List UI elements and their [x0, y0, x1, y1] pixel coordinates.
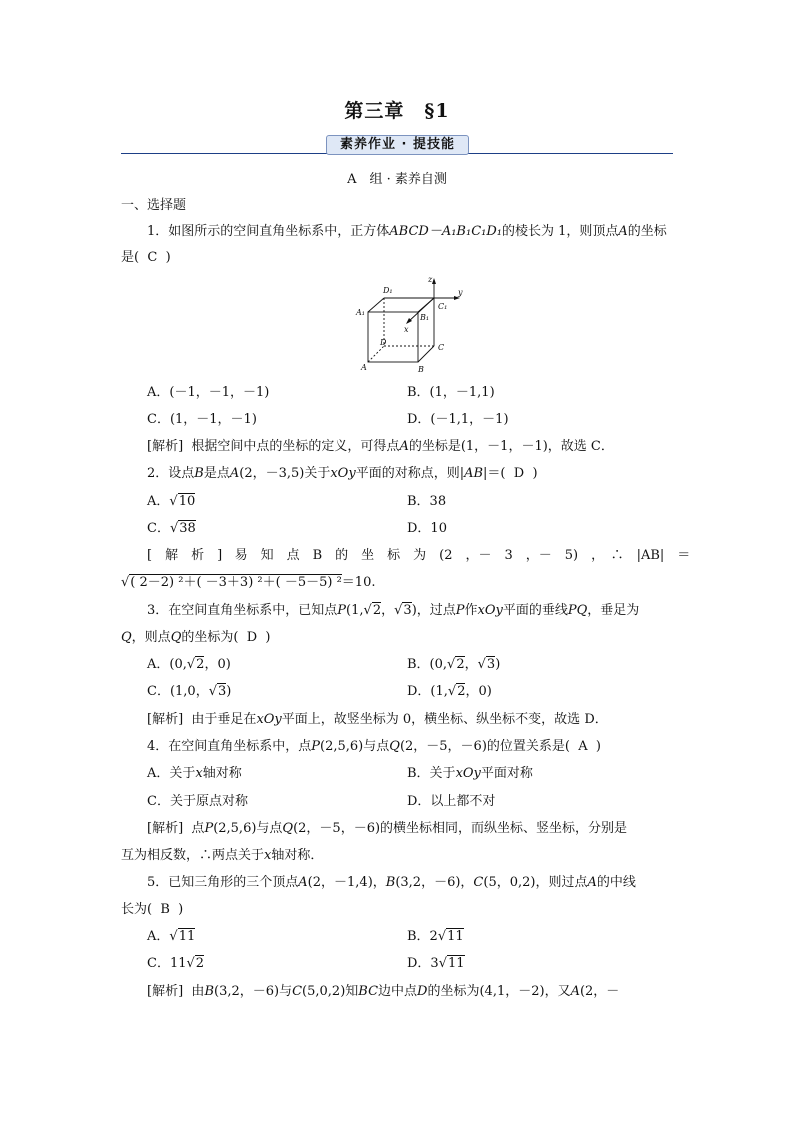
group-title: A 组 · 素养自测 — [347, 172, 447, 187]
q3-point-q2: Q — [170, 630, 182, 645]
q2-point-b: B — [194, 466, 204, 481]
label-b1: B₁ — [420, 313, 430, 322]
sqrt-icon: √ — [394, 603, 403, 618]
q2-option-c-radicand: 38 — [179, 521, 196, 536]
q3-option-b-pre: B．(0, — [407, 657, 448, 672]
banner-label: 素养作业 · 提技能 — [326, 135, 469, 155]
q4-analysis-p: P — [204, 821, 214, 836]
q3-option-d-rad: 2 — [457, 684, 466, 699]
q3-analysis-tag: [解析] — [147, 712, 184, 727]
q4-analysis-b: (2,5,6)与点 — [213, 821, 283, 836]
q5-point-a: A — [298, 875, 308, 890]
q5-analysis-point-b: B — [204, 984, 214, 999]
q5-text-e: 的中线 — [596, 875, 636, 890]
q5-analysis-a: 由 — [191, 984, 205, 999]
q5-paren-close: ) — [178, 902, 184, 917]
q5-text-a: 5．已知三角形的三个顶点 — [147, 875, 299, 890]
q5-stem-line2 — [121, 902, 183, 918]
q3-option-a — [147, 657, 231, 673]
q5-option-d-rad: 11 — [448, 956, 465, 971]
q4-option-b-pre: B．关于 — [407, 766, 456, 781]
q4-option-a-axis: x — [195, 766, 203, 781]
q1-text3: 的坐标 — [627, 224, 667, 239]
q2-option-a — [147, 494, 195, 510]
q2-option-a-radicand: 10 — [178, 494, 196, 509]
sqrt-icon: √ — [169, 521, 179, 536]
q5-point-b: B — [385, 875, 396, 890]
q3-plane: xOy — [477, 603, 503, 618]
q4-paren-close: ) — [595, 739, 601, 754]
label-z: z — [428, 275, 433, 284]
q5-option-c-rad: 2 — [195, 956, 205, 971]
q1-option-a: A．(－1，－1，－1) — [147, 385, 270, 400]
q2-option-d: D．10 — [407, 521, 447, 536]
q5-analysis-f: 的坐标为(4,1，－2)，又 — [427, 984, 571, 999]
q5-option-a-pre: A． — [147, 929, 170, 944]
q2-analysis-text: 易 知 点 B 的 坐 标 为 (2 ，－ 3 ，－ 5) ， ∴ |AB| ＝ — [234, 548, 691, 563]
q3-segment: PQ — [567, 603, 588, 618]
sqrt-icon: √ — [438, 956, 447, 971]
q3-point-p2: P — [455, 603, 465, 618]
q3-option-c-pre: C．(1,0， — [147, 684, 209, 699]
z-arrow-icon — [432, 278, 436, 284]
q2-text-c: 是点 — [203, 466, 230, 481]
q4-option-b — [407, 766, 533, 782]
q5-option-a — [147, 929, 195, 945]
q5-option-b-pre: B．2 — [407, 929, 438, 944]
q3-comma: ， — [381, 603, 395, 618]
q2-segment: AB — [464, 466, 484, 481]
q2-analysis-line2 — [121, 575, 375, 591]
q5-analysis-point-a: A — [570, 984, 580, 999]
q5-text-line2: 长为( — [121, 902, 153, 917]
q4-analysis-line2 — [121, 848, 323, 864]
q1-option-b: B．(1，－1,1) — [407, 385, 495, 400]
sqrt-icon: √ — [186, 657, 196, 672]
q5-analysis-segment: BC — [358, 984, 379, 999]
q3-analysis-b: 平面上，故竖坐标为 0，横坐标、纵坐标不变，故选 D． — [281, 712, 608, 727]
q4-option-a-pre: A．关于 — [147, 766, 196, 781]
q3-text-line2b: 的坐标为( — [181, 630, 239, 645]
q3-option-b-mid: ， — [464, 657, 478, 672]
q4-option-a — [147, 766, 242, 782]
q4-option-a-post: 轴对称 — [202, 766, 242, 781]
q4-analysis-line2b: 轴对称． — [271, 848, 324, 863]
q3-answer: D — [246, 630, 258, 645]
q3-option-c — [147, 684, 231, 700]
q3-analysis-a: 由于垂足在 — [191, 712, 257, 727]
label-y: y — [458, 288, 463, 297]
q2-analysis-tag: [ 解 析 ] — [147, 548, 223, 563]
sqrt-icon: √ — [169, 929, 178, 944]
q5-analysis-g: (2，－ — [579, 984, 620, 999]
q2-paren-close: ) — [532, 466, 538, 481]
q1-option-d: D．(－1,1，－1) — [407, 412, 509, 427]
q1-analysis-point: A — [399, 439, 409, 454]
q1-point: A — [618, 224, 628, 239]
q2-option-c-label: C． — [147, 521, 170, 536]
q4-text-c: (2，－5，－6)的位置关系是( — [399, 739, 570, 754]
sqrt-icon: √ — [186, 956, 195, 971]
q1-paren-close: ) — [165, 250, 171, 265]
q3-text-f: 平面的垂线 — [502, 603, 568, 618]
q5-option-a-rad: 11 — [178, 929, 196, 944]
q3-option-d — [407, 684, 492, 700]
q2-option-c — [147, 521, 196, 537]
q4-option-b-plane: xOy — [455, 766, 481, 781]
q4-point-q: Q — [389, 739, 400, 754]
q2-analysis-result: ＝10. — [341, 575, 376, 590]
q3-point-p: P — [337, 603, 347, 618]
q2-text-a: 2．设点 — [147, 466, 195, 481]
q3-text-b: (1, — [346, 603, 364, 618]
q1-analysis-text2: 的坐标是(1，－1，－1)，故选 C． — [408, 439, 614, 454]
q1-stem-line1 — [147, 224, 667, 240]
cube-edge-a1d1 — [368, 298, 384, 312]
q2-text-e: (2，－3,5)关于 — [239, 466, 331, 481]
q3-stem-line2 — [121, 630, 270, 646]
q2-answer: D — [513, 466, 525, 481]
q5-analysis-d: (5,0,2)知 — [302, 984, 359, 999]
sqrt-icon: √ — [447, 657, 456, 672]
q5-option-b-rad: 11 — [447, 929, 464, 944]
q3-point-q: Q — [121, 630, 132, 645]
q2-analysis-line1 — [147, 548, 690, 564]
q5-analysis-tag: [解析] — [147, 984, 184, 999]
sqrt-icon: √ — [437, 929, 447, 944]
q5-analysis-c: (3,2，－6)与 — [214, 984, 293, 999]
q4-analysis-line1 — [147, 821, 627, 837]
cube-edge-bc — [418, 346, 434, 362]
q5-option-d — [407, 956, 465, 972]
q3-text-d: )，过点 — [411, 603, 456, 618]
sqrt-icon: √ — [169, 494, 178, 509]
q4-analysis-q: Q — [282, 821, 294, 836]
page-title: 第三章 §1 — [344, 100, 450, 122]
q5-analysis — [147, 984, 619, 1000]
q2-option-a-label: A． — [147, 494, 170, 509]
q3-option-b-rad1: 2 — [456, 657, 465, 672]
q3-text-e: 作 — [464, 603, 478, 618]
q5-analysis-point-d: D — [417, 984, 428, 999]
q4-stem — [147, 739, 601, 755]
q4-point-p: P — [311, 739, 321, 754]
label-d1: D₁ — [383, 286, 393, 295]
q2-stem — [147, 466, 538, 482]
sqrt-icon: √ — [363, 603, 372, 618]
label-c: C — [438, 343, 445, 352]
section-banner — [121, 134, 673, 158]
q4-analysis-axis: x — [264, 848, 272, 863]
q3-option-c-rad: 3 — [218, 684, 227, 699]
q2-analysis-radicand: ( 2－2) ²＋( －3＋3) ²＋( －5－5) ² — [130, 575, 342, 590]
section-title: 一、选择题 — [121, 198, 187, 213]
q3-option-b-post: ) — [495, 657, 501, 672]
q3-text-a: 3．在空间直角坐标系中，已知点 — [147, 603, 338, 618]
q5-option-d-pre: D．3 — [407, 956, 439, 971]
cube-hidden-edge-ad — [368, 346, 384, 362]
sqrt-icon: √ — [208, 684, 217, 699]
q5-point-a2: A — [587, 875, 597, 890]
q4-analysis-tag: [解析] — [147, 821, 184, 836]
q3-radicand-3: 3 — [403, 603, 412, 618]
q1-text2: 的棱长为 1，则顶点 — [502, 224, 619, 239]
q3-analysis-plane: xOy — [256, 712, 282, 727]
q1-text: 1．如图所示的空间直角坐标系中，正方体 — [147, 224, 390, 239]
q5-answer: B — [160, 902, 170, 917]
q5-stem-line1 — [147, 875, 636, 891]
q3-paren-close: ) — [265, 630, 271, 645]
q5-text-c: (3,2，－6)， — [395, 875, 474, 890]
sqrt-icon: √ — [121, 575, 130, 590]
q4-analysis-c: (2，－5，－6)的横坐标相同，而纵坐标、竖坐标，分别是 — [293, 821, 628, 836]
q5-text-d: (5，0,2)，则过点 — [483, 875, 588, 890]
q5-option-b — [407, 929, 464, 945]
q4-text-b: (2,5,6)与点 — [320, 739, 390, 754]
q1-answer: C — [147, 250, 158, 265]
q3-option-a-rad: 2 — [196, 657, 205, 672]
q2-option-b: B．38 — [407, 494, 447, 509]
sqrt-icon: √ — [447, 684, 457, 699]
q1-option-c: C．(1，－1，－1) — [147, 412, 257, 427]
q4-option-c: C．关于原点对称 — [147, 794, 248, 809]
label-c1: C₁ — [438, 302, 448, 311]
q2-point-a: A — [229, 466, 240, 481]
label-d: D — [380, 338, 387, 347]
cube-figure — [352, 274, 464, 374]
q5-text-b: (2，－1,4)， — [307, 875, 386, 890]
q3-option-c-post: ) — [226, 684, 232, 699]
q3-analysis — [147, 712, 608, 728]
q1-analysis — [147, 439, 614, 455]
q1-analysis-tag: [解析] — [147, 439, 184, 454]
q4-option-d: D．以上都不对 — [407, 794, 496, 809]
q5-option-c-pre: C．11 — [147, 956, 187, 971]
label-x: x — [404, 325, 409, 334]
q3-option-b — [407, 657, 500, 673]
q5-analysis-point-c: C — [292, 984, 303, 999]
q5-analysis-e: 边中点 — [378, 984, 418, 999]
q4-text-a: 4．在空间直角坐标系中，点 — [147, 739, 312, 754]
q4-analysis-a: 点 — [191, 821, 205, 836]
q3-stem-line1 — [147, 603, 639, 619]
q5-point-c: C — [473, 875, 484, 890]
label-b: B — [418, 365, 424, 374]
q4-analysis-line2a: 互为相反数，∴两点关于 — [121, 848, 265, 863]
q3-option-d-pre: D．(1, — [407, 684, 448, 699]
q5-option-c — [147, 956, 204, 972]
sqrt-icon: √ — [477, 657, 486, 672]
q4-answer: A — [578, 739, 588, 754]
q1-paren-open: 是( — [121, 250, 140, 265]
q3-radicand-2: 2 — [372, 603, 382, 618]
q2-text-g: 平面的对称点，则| — [355, 466, 465, 481]
label-a1: A₁ — [356, 308, 365, 317]
q1-analysis-text: 根据空间中点的坐标的定义，可得点 — [191, 439, 400, 454]
q3-option-d-post: ，0) — [465, 684, 492, 699]
q3-option-a-post: ，0) — [204, 657, 231, 672]
q3-text-g: ，垂足为 — [587, 603, 640, 618]
label-a: A — [361, 363, 367, 372]
q2-plane: xOy — [330, 466, 356, 481]
q3-text-line2a: ，则点 — [131, 630, 171, 645]
q2-text-i: |＝( — [483, 466, 506, 481]
q3-option-a-pre: A．(0, — [147, 657, 187, 672]
q1-cube-name: ABCD－A₁B₁C₁D₁ — [389, 224, 502, 239]
q3-option-b-rad2: 3 — [486, 657, 496, 672]
q4-option-b-post: 平面对称 — [480, 766, 533, 781]
q1-stem-line2 — [121, 250, 171, 266]
